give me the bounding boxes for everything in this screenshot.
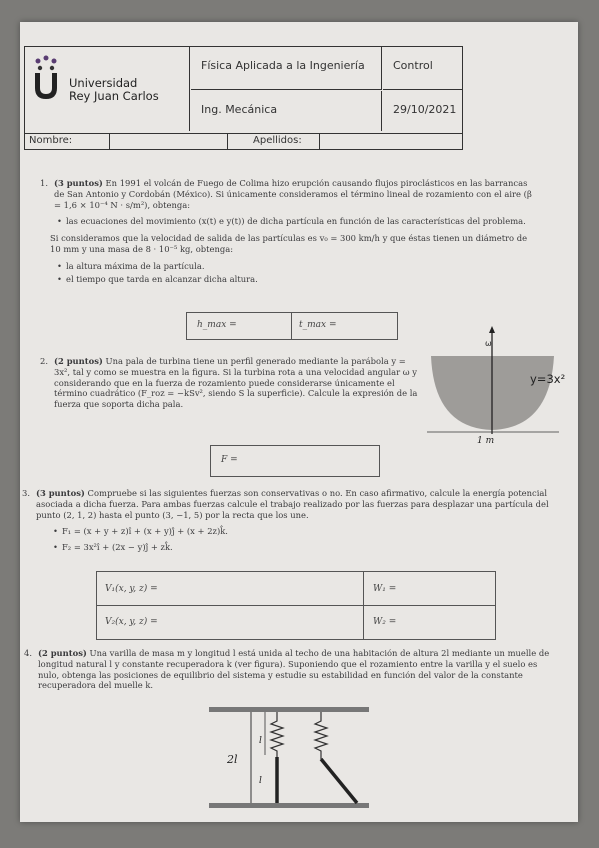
q1-bullet-3: • el tiempo que tarda en alcanzar dicha altura. — [66, 274, 540, 285]
name-label-cell — [25, 134, 110, 149]
q3-force-2: • F₂ = 3x²î + (2x − y)ĵ + zk̂. — [62, 542, 557, 553]
curve-label: y=3x² — [530, 372, 566, 386]
q1-number: 1. — [40, 178, 48, 188]
q2-text: Una pala de turbina tiene un perfil generado mediante la parábola y = 3x², tal y como se muestra en la figura. Si la turbina rota a una velocidad angular ω y considerando que en la fuerza de rozamiento puede considerarse únicamente el término cuadrático (F_roz = −kSv², siendo S la superficie). Calcule la expresión de la fuerza que soporta dicha pala. — [54, 356, 418, 410]
surname-label: Apellidos: — [253, 135, 302, 146]
ceiling — [209, 707, 369, 712]
exam-date: 29/10/2021 — [393, 103, 457, 116]
q4-number: 4. — [24, 648, 32, 658]
q1-text-a: En 1991 el volcán de Fuego de Colima hizo erupción causando flujos piroclásticos en las barrancas de San Antonio y Cordobán (México). Si únicamente consideramos el término lineal de rozamiento con el aire (β = 1,6 × 10⁻⁴ N · s/m²), obtenga: — [54, 178, 532, 210]
spring-length-label: l — [259, 736, 262, 746]
logo-cell — [25, 47, 190, 131]
q2-answer-box — [210, 445, 380, 477]
q2-answer-field[interactable] — [245, 452, 373, 470]
q1-bullet-1: • las ecuaciones del movimiento (x(t) e y(t)) de dicha partícula en función de las características del problema. — [66, 216, 538, 227]
q1-bullet-2: • la altura máxima de la partícula. — [66, 261, 540, 272]
q1-answer-t-label: t_max = — [299, 320, 337, 330]
exam-type: Control — [393, 59, 433, 72]
degree-cell — [191, 91, 382, 131]
q2-number: 2. — [40, 356, 48, 366]
q3-w1-label: W₁ = — [373, 584, 397, 594]
surname-label-cell — [229, 134, 320, 149]
width-label: 1 m — [477, 436, 495, 446]
q3-points: (3 puntos) — [36, 488, 85, 498]
spring-vertical-icon — [271, 712, 283, 757]
question-1 — [40, 178, 540, 284]
q1-answer-divider — [291, 313, 292, 339]
rod-length-label: l — [259, 776, 262, 786]
q4-text: Una varilla de masa m y longitud l está unida al techo de una habitación de altura 2l mediante un muelle de longitud natural l y constante recuperadora k (ver figura). Suponiendo que el rozamiento entre la varilla y el suelo es nulo, obtenga las posiciones de equilibrio del sistema y estudie su estabilidad en función del valor de la constante recuperadora del muelle k. — [38, 648, 550, 691]
omega-label: ω — [485, 339, 492, 348]
q2-answer-label: F = — [221, 455, 238, 465]
q4-points: (2 puntos) — [38, 648, 87, 658]
q3-w2-label: W₂ = — [373, 617, 397, 627]
q3-row-divider — [97, 605, 495, 606]
q3-number: 3. — [22, 488, 30, 498]
height-2l-label: 2l — [227, 753, 238, 766]
q3-force-1: • F₁ = (x + y + z)î + (x + y)ĵ + (x + 2z)k̂. — [62, 526, 557, 537]
degree-name: Ing. Mecánica — [201, 103, 278, 116]
q3-w2-field[interactable] — [403, 611, 489, 633]
q3-v1-field[interactable] — [167, 578, 357, 600]
rod-tilted — [321, 759, 357, 803]
exam-type-cell — [383, 47, 462, 90]
q3-w1-field[interactable] — [403, 578, 489, 600]
floor — [209, 803, 369, 808]
q1-answer-box — [186, 312, 398, 340]
q2-points: (2 puntos) — [54, 356, 103, 366]
subject-cell — [191, 47, 382, 90]
subject-title: Física Aplicada a la Ingeniería — [201, 59, 365, 72]
university-name-line1: Universidad — [69, 76, 138, 90]
q3-v2-label: V₂(x, y, z) = — [105, 617, 158, 627]
question-2 — [40, 356, 420, 410]
q1-answer-h-label: h_max = — [197, 320, 237, 330]
university-name-line2: Rey Juan Carlos — [69, 89, 159, 103]
q3-col-divider — [363, 572, 364, 639]
turbine-parabola-figure — [425, 326, 575, 446]
name-row — [24, 133, 463, 150]
q3-answer-table — [96, 571, 496, 640]
spring-rod-figure — [205, 703, 375, 813]
q1-points: (3 puntos) — [54, 178, 103, 188]
name-label: Nombre: — [29, 135, 73, 146]
surname-field[interactable] — [321, 134, 462, 149]
q1-answer-h-field[interactable] — [227, 319, 287, 333]
question-4 — [24, 648, 556, 691]
question-3 — [22, 488, 557, 553]
date-cell — [383, 91, 462, 131]
q3-v2-field[interactable] — [167, 611, 357, 633]
axis-arrow-icon — [489, 326, 495, 333]
q1-text-b: Si consideramos que la velocidad de salida de las partículas es v₀ = 300 km/h y que éstas tienen un diámetro de 10 mm y una masa de 8 · 10⁻⁵ kg, obtenga: — [50, 233, 528, 254]
name-field[interactable] — [111, 134, 228, 149]
q3-text: Compruebe si las siguientes fuerzas son conservativas o no. En caso afirmativo, calcule la energía potencial asociada a dicha fuerza. Para ambas fuerzas calcule el trabajo realizado por las fuerzas para desplazar una partícula del punto (2, 1, 2) hasta el punto (3, −1, 5) por la recta que los une. — [36, 488, 549, 520]
header-table — [24, 46, 463, 134]
urjc-logo-icon — [31, 55, 61, 101]
q3-v1-label: V₁(x, y, z) = — [105, 584, 158, 594]
q1-answer-t-field[interactable] — [329, 319, 389, 333]
spring-tilted-icon — [315, 712, 327, 759]
